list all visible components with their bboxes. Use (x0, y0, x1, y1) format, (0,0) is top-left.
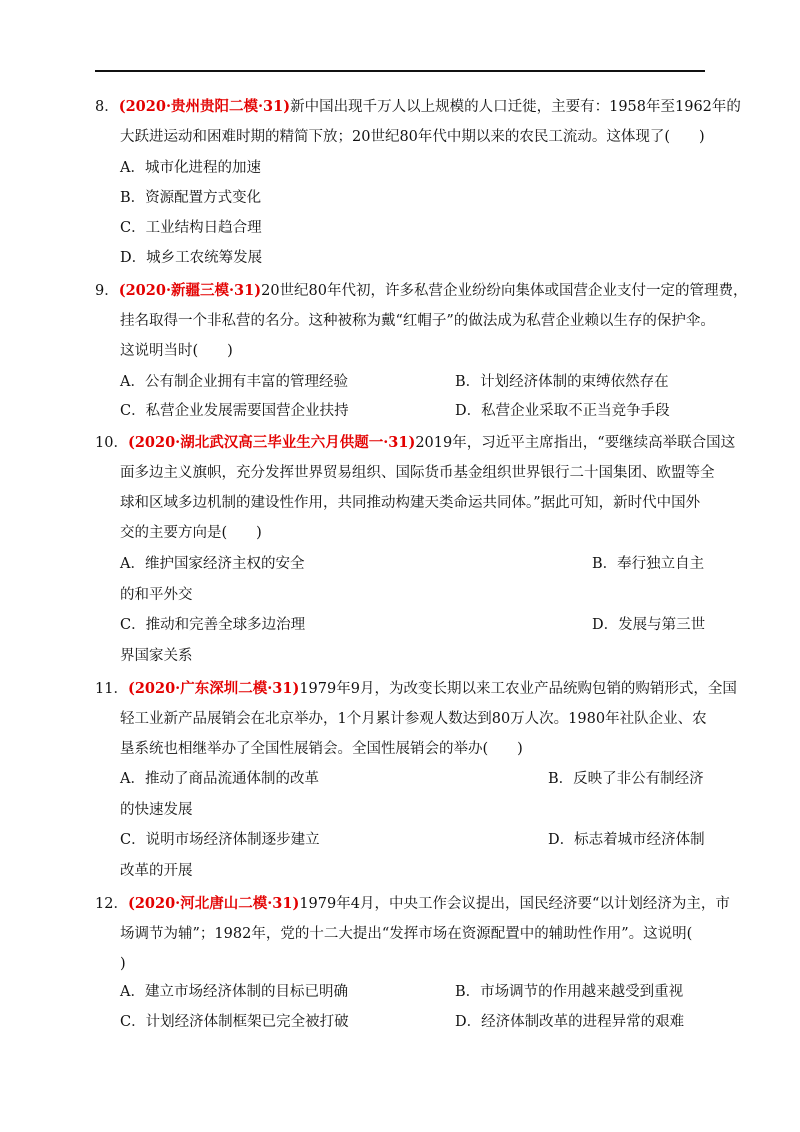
option-c[interactable]: C．计划经济体制框架已完全被打破 (120, 1014, 349, 1030)
option-a[interactable]: A．推动了商品流通体制的改革 (120, 771, 319, 787)
question-number: 8． (95, 99, 119, 115)
question-stem-line: 交的主要方向是( ) (120, 525, 262, 541)
option-d[interactable]: D．标志着城市经济体制 (548, 832, 705, 848)
question-source: (2020·河北唐山二模·31) (127, 895, 300, 912)
option-b[interactable]: B．反映了非公有制经济 (548, 771, 704, 787)
question-stem-line: 这说明当时( ) (120, 343, 233, 359)
question-stem-line: 面多边主义旗帜，充分发挥世界贸易组织、国际货币基金组织世界银行二十国集团、欧盟等全 (120, 465, 715, 481)
question-12 (95, 889, 730, 979)
option-c[interactable]: C．说明市场经济体制逐步建立 (120, 832, 320, 848)
question-stem-line: 1979年4月，中央工作会议提出，国民经济要“以计划经济为主，市 (299, 896, 730, 912)
option-d[interactable]: D．发展与第三世 (592, 617, 706, 633)
option-b-continued: 的快速发展 (120, 802, 193, 818)
option-d[interactable]: D．经济体制改革的进程异常的艰难 (455, 1014, 685, 1030)
question-8 (95, 92, 741, 152)
option-a[interactable]: A．公有制企业拥有丰富的管理经验 (120, 374, 348, 390)
option-c[interactable]: C．推动和完善全球多边治理 (120, 617, 306, 633)
option-a[interactable]: A．城市化进程的加速 (120, 160, 261, 176)
option-d[interactable]: D．私营企业采取不正当竞争手段 (455, 403, 670, 419)
question-stem-line: 挂名取得一个非私营的名分。这种被称为戴“红帽子”的做法成为私营企业赖以生存的保护伞。 (120, 313, 715, 329)
option-d-continued: 改革的开展 (120, 863, 193, 879)
option-a[interactable]: A．维护国家经济主权的安全 (120, 556, 305, 572)
question-stem-line: ) (120, 956, 126, 972)
question-number: 12． (95, 896, 128, 912)
question-stem-line: 垦系统也相继举办了全国性展销会。全国性展销会的举办( ) (120, 741, 523, 757)
option-a[interactable]: A．建立市场经济体制的目标已明确 (120, 984, 348, 1000)
question-source: (2020·新疆三模·31) (118, 282, 262, 299)
question-stem-line: 1979年9月，为改变长期以来工农业产品统购包销的购销形式，全国 (299, 681, 737, 697)
question-stem-line: 大跃进运动和困难时期的精简下放；20世纪80年代中期以来的农民工流动。这体现了( ) (120, 129, 705, 145)
question-11 (95, 674, 737, 764)
header-rule (95, 70, 705, 72)
option-d[interactable]: D．城乡工农统筹发展 (120, 250, 263, 266)
question-stem-line: 新中国出现千万人以上规模的人口迁徙，主要有：1958年至1962年的 (290, 99, 741, 115)
question-source: (2020·贵州贵阳二模·31) (118, 98, 291, 115)
option-c[interactable]: C．工业结构日趋合理 (120, 220, 262, 236)
question-stem-line: 轻工业新产品展销会在北京举办，1个月累计参观人数达到80万人次。1980年社队企业、农 (120, 711, 707, 727)
option-c[interactable]: C．私营企业发展需要国营企业扶持 (120, 403, 349, 419)
question-number: 9． (95, 283, 119, 299)
option-b[interactable]: B．资源配置方式变化 (120, 190, 262, 206)
option-b[interactable]: B．市场调节的作用越来越受到重视 (455, 984, 684, 1000)
option-b[interactable]: B．计划经济体制的束缚依然存在 (455, 374, 669, 390)
question-stem-line: 球和区域多边机制的建设性作用，共同推动构建天类命运共同体。”据此可知，新时代中国外 (120, 495, 701, 511)
question-source: (2020·湖北武汉高三毕业生六月供题一·31) (127, 434, 416, 451)
question-9 (95, 276, 748, 366)
option-b-continued: 的和平外交 (120, 587, 193, 603)
question-stem-line: 场调节为辅”；1982年，党的十二大提出“发挥市场在资源配置中的辅助性作用”。这说明( (120, 926, 693, 942)
question-number: 10． (95, 435, 128, 451)
question-10 (95, 428, 736, 548)
question-stem-line: 20世纪80年代初，许多私营企业纷纷向集体或国营企业支付一定的管理费， (261, 283, 748, 299)
question-number: 11． (95, 681, 128, 697)
question-source: (2020·广东深圳二模·31) (127, 680, 300, 697)
option-d-continued: 界国家关系 (120, 648, 193, 664)
question-stem-line: 2019年，习近平主席指出，“要继续高举联合国这 (415, 435, 736, 451)
option-b[interactable]: B．奉行独立自主 (592, 556, 705, 572)
